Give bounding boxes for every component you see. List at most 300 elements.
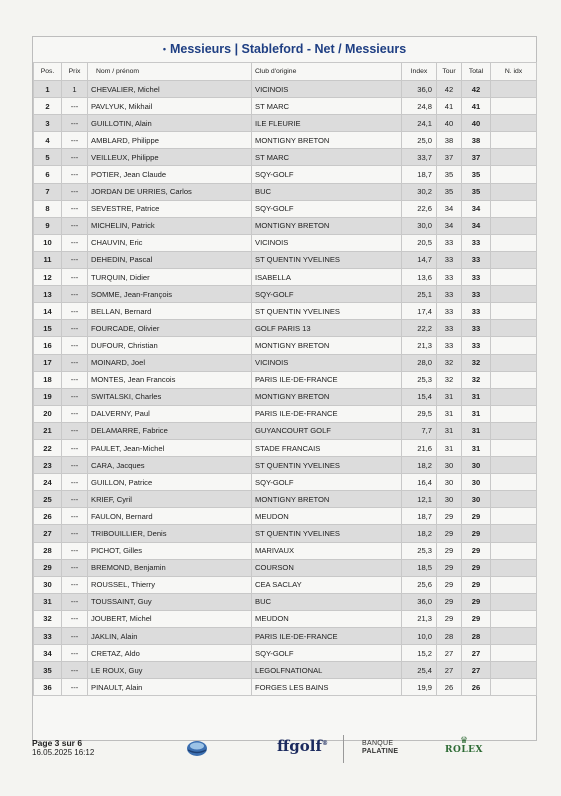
row-club: VICINOIS — [252, 81, 402, 98]
row-index: 15,4 — [402, 388, 437, 405]
row-nidx — [491, 628, 537, 645]
table-row — [34, 405, 537, 422]
table-row — [34, 525, 537, 542]
row-pos: 17 — [34, 354, 62, 371]
rolex-wordmark: ROLEX — [445, 745, 483, 755]
row-total: 33 — [462, 251, 491, 268]
row-pos: 19 — [34, 388, 62, 405]
row-pos: 24 — [34, 474, 62, 491]
col-pos-header: Pos. — [34, 63, 62, 81]
row-club: MEUDON — [252, 508, 402, 525]
row-total: 37 — [462, 149, 491, 166]
row-tour: 29 — [437, 542, 462, 559]
row-tour: 27 — [437, 645, 462, 662]
row-tour: 41 — [437, 98, 462, 115]
row-name: SEVESTRE, Patrice — [88, 200, 252, 217]
row-tour: 26 — [437, 679, 462, 696]
row-prix: --- — [62, 542, 88, 559]
row-total: 27 — [462, 662, 491, 679]
row-club: STADE FRANCAIS — [252, 439, 402, 456]
table-row — [34, 132, 537, 149]
competition-title: • Messieurs | Stableford - Net / Messieurs — [162, 42, 407, 56]
row-total: 31 — [462, 388, 491, 405]
row-pos: 20 — [34, 405, 62, 422]
row-total: 31 — [462, 405, 491, 422]
row-pos: 10 — [34, 234, 62, 251]
row-nidx — [491, 337, 537, 354]
table-row — [34, 457, 537, 474]
row-index: 13,6 — [402, 269, 437, 286]
row-name: POTIER, Jean Claude — [88, 166, 252, 183]
row-pos: 28 — [34, 542, 62, 559]
row-prix: --- — [62, 320, 88, 337]
row-prix: --- — [62, 269, 88, 286]
row-tour: 31 — [437, 439, 462, 456]
row-prix: --- — [62, 234, 88, 251]
row-total: 26 — [462, 679, 491, 696]
row-index: 22,6 — [402, 200, 437, 217]
row-club: MONTIGNY BRETON — [252, 337, 402, 354]
row-total: 34 — [462, 217, 491, 234]
footer-separator — [343, 735, 344, 763]
row-index: 18,2 — [402, 457, 437, 474]
row-name: PICHOT, Gilles — [88, 542, 252, 559]
row-index: 30,0 — [402, 217, 437, 234]
row-tour: 33 — [437, 269, 462, 286]
row-name: BREMOND, Benjamin — [88, 559, 252, 576]
row-pos: 25 — [34, 491, 62, 508]
row-nidx — [491, 149, 537, 166]
row-club: GOLF PARIS 13 — [252, 320, 402, 337]
row-prix: --- — [62, 149, 88, 166]
row-tour: 35 — [437, 183, 462, 200]
row-pos: 7 — [34, 183, 62, 200]
row-total: 29 — [462, 525, 491, 542]
row-prix: --- — [62, 217, 88, 234]
row-club: SQY-GOLF — [252, 286, 402, 303]
crown-icon: ♛ — [459, 735, 469, 745]
row-tour: 29 — [437, 610, 462, 627]
col-nidx-header: N. idx — [491, 63, 537, 81]
row-club: SQY-GOLF — [252, 645, 402, 662]
row-pos: 29 — [34, 559, 62, 576]
table-header-row — [34, 63, 537, 81]
row-tour: 33 — [437, 303, 462, 320]
row-nidx — [491, 183, 537, 200]
row-pos: 22 — [34, 439, 62, 456]
col-prix-header: Prix — [62, 63, 88, 81]
banque-line2: PALATINE — [362, 748, 399, 755]
table-row — [34, 628, 537, 645]
row-name: TOUSSAINT, Guy — [88, 593, 252, 610]
page-footer — [32, 738, 94, 758]
row-prix: --- — [62, 371, 88, 388]
row-name: VEILLEUX, Philippe — [88, 149, 252, 166]
table-row — [34, 98, 537, 115]
row-prix: --- — [62, 422, 88, 439]
row-nidx — [491, 320, 537, 337]
row-index: 28,0 — [402, 354, 437, 371]
row-pos: 8 — [34, 200, 62, 217]
row-nidx — [491, 474, 537, 491]
row-club: BUC — [252, 593, 402, 610]
row-total: 32 — [462, 371, 491, 388]
row-name: FOURCADE, Olivier — [88, 320, 252, 337]
row-nidx — [491, 388, 537, 405]
row-prix: --- — [62, 200, 88, 217]
row-tour: 33 — [437, 320, 462, 337]
row-club: ST MARC — [252, 98, 402, 115]
row-club: GUYANCOURT GOLF — [252, 422, 402, 439]
row-tour: 35 — [437, 166, 462, 183]
table-row — [34, 234, 537, 251]
row-total: 33 — [462, 303, 491, 320]
row-total: 27 — [462, 645, 491, 662]
row-name: JAKLIN, Alain — [88, 628, 252, 645]
row-tour: 34 — [437, 217, 462, 234]
row-pos: 15 — [34, 320, 62, 337]
row-prix: --- — [62, 439, 88, 456]
row-nidx — [491, 542, 537, 559]
row-nidx — [491, 422, 537, 439]
competition-title-text: Messieurs | Stableford - Net / Messieurs — [169, 42, 407, 56]
row-total: 33 — [462, 286, 491, 303]
table-row — [34, 559, 537, 576]
row-index: 14,7 — [402, 251, 437, 268]
row-total: 33 — [462, 320, 491, 337]
row-tour: 34 — [437, 200, 462, 217]
row-tour: 27 — [437, 662, 462, 679]
row-total: 34 — [462, 200, 491, 217]
print-datetime: 16.05.2025 16:12 — [32, 748, 95, 757]
col-tour-header: Tour — [437, 63, 462, 81]
row-tour: 29 — [437, 593, 462, 610]
row-club: ISABELLA — [252, 269, 402, 286]
row-index: 36,0 — [402, 81, 437, 98]
row-total: 30 — [462, 457, 491, 474]
row-name: PAULET, Jean-Michel — [88, 439, 252, 456]
row-pos: 16 — [34, 337, 62, 354]
table-row — [34, 491, 537, 508]
row-pos: 33 — [34, 628, 62, 645]
table-row — [34, 217, 537, 234]
row-name: ROUSSEL, Thierry — [88, 576, 252, 593]
ffgolf-logo: ffgolf® — [277, 737, 328, 755]
row-club: ILE FLEURIE — [252, 115, 402, 132]
row-name: SOMME, Jean-François — [88, 286, 252, 303]
row-index: 24,1 — [402, 115, 437, 132]
row-name: CRETAZ, Aldo — [88, 645, 252, 662]
row-total: 32 — [462, 354, 491, 371]
table-row — [34, 576, 537, 593]
row-prix: --- — [62, 576, 88, 593]
row-nidx — [491, 132, 537, 149]
row-tour: 30 — [437, 474, 462, 491]
row-index: 33,7 — [402, 149, 437, 166]
table-row — [34, 286, 537, 303]
table-row — [34, 149, 537, 166]
row-club: SQY-GOLF — [252, 200, 402, 217]
row-index: 30,2 — [402, 183, 437, 200]
row-prix: --- — [62, 354, 88, 371]
row-index: 18,7 — [402, 166, 437, 183]
row-total: 29 — [462, 593, 491, 610]
col-name-header: Nom / prénom — [88, 63, 252, 81]
row-nidx — [491, 234, 537, 251]
row-total: 31 — [462, 439, 491, 456]
row-club: PARIS ILE-DE-FRANCE — [252, 628, 402, 645]
row-name: SWITALSKI, Charles — [88, 388, 252, 405]
row-total: 38 — [462, 132, 491, 149]
row-index: 21,3 — [402, 337, 437, 354]
row-club: VICINOIS — [252, 354, 402, 371]
row-club: SQY-GOLF — [252, 474, 402, 491]
row-prix: --- — [62, 593, 88, 610]
row-club: MONTIGNY BRETON — [252, 132, 402, 149]
row-index: 19,9 — [402, 679, 437, 696]
row-index: 18,5 — [402, 559, 437, 576]
row-tour: 32 — [437, 371, 462, 388]
row-prix: --- — [62, 405, 88, 422]
results-table — [33, 62, 537, 696]
row-name: CHAUVIN, Eric — [88, 234, 252, 251]
row-prix: --- — [62, 457, 88, 474]
row-club: PARIS ILE-DE-FRANCE — [252, 405, 402, 422]
row-name: AMBLARD, Philippe — [88, 132, 252, 149]
row-name: MOINARD, Joel — [88, 354, 252, 371]
row-name: BELLAN, Bernard — [88, 303, 252, 320]
row-tour: 31 — [437, 388, 462, 405]
row-pos: 23 — [34, 457, 62, 474]
row-prix: --- — [62, 132, 88, 149]
row-tour: 33 — [437, 286, 462, 303]
row-tour: 29 — [437, 525, 462, 542]
rolex-logo — [444, 736, 484, 755]
row-club: MONTIGNY BRETON — [252, 491, 402, 508]
table-row — [34, 337, 537, 354]
row-pos: 13 — [34, 286, 62, 303]
row-index: 25,3 — [402, 371, 437, 388]
table-row — [34, 679, 537, 696]
row-prix: --- — [62, 474, 88, 491]
table-row — [34, 81, 537, 98]
table-row — [34, 610, 537, 627]
row-tour: 42 — [437, 81, 462, 98]
row-pos: 36 — [34, 679, 62, 696]
row-name: GUILLOTIN, Alain — [88, 115, 252, 132]
row-name: PINAULT, Alain — [88, 679, 252, 696]
table-row — [34, 371, 537, 388]
row-tour: 32 — [437, 354, 462, 371]
ffgolf-logo-text: ffgolf — [277, 737, 322, 755]
row-pos: 31 — [34, 593, 62, 610]
row-prix: --- — [62, 286, 88, 303]
row-index: 36,0 — [402, 593, 437, 610]
row-prix: 1 — [62, 81, 88, 98]
row-prix: --- — [62, 525, 88, 542]
row-tour: 29 — [437, 508, 462, 525]
results-sheet — [32, 36, 537, 741]
table-row — [34, 542, 537, 559]
row-tour: 38 — [437, 132, 462, 149]
row-nidx — [491, 217, 537, 234]
row-nidx — [491, 166, 537, 183]
row-club: BUC — [252, 183, 402, 200]
row-index: 20,5 — [402, 234, 437, 251]
row-nidx — [491, 457, 537, 474]
col-total-header: Total — [462, 63, 491, 81]
row-nidx — [491, 354, 537, 371]
row-name: CHEVALIER, Michel — [88, 81, 252, 98]
row-club: MEUDON — [252, 610, 402, 627]
row-index: 18,7 — [402, 508, 437, 525]
row-prix: --- — [62, 491, 88, 508]
row-nidx — [491, 371, 537, 388]
table-row — [34, 662, 537, 679]
row-total: 35 — [462, 166, 491, 183]
row-nidx — [491, 439, 537, 456]
table-row — [34, 269, 537, 286]
table-row — [34, 439, 537, 456]
row-prix: --- — [62, 559, 88, 576]
row-nidx — [491, 576, 537, 593]
row-nidx — [491, 303, 537, 320]
row-index: 21,3 — [402, 610, 437, 627]
row-nidx — [491, 508, 537, 525]
table-row — [34, 593, 537, 610]
table-row — [34, 474, 537, 491]
row-index: 22,2 — [402, 320, 437, 337]
row-pos: 32 — [34, 610, 62, 627]
row-index: 29,5 — [402, 405, 437, 422]
row-total: 29 — [462, 610, 491, 627]
table-row — [34, 320, 537, 337]
row-name: JOUBERT, Michel — [88, 610, 252, 627]
table-row — [34, 200, 537, 217]
table-row — [34, 115, 537, 132]
row-name: PAVLYUK, Mikhail — [88, 98, 252, 115]
row-pos: 11 — [34, 251, 62, 268]
row-club: VICINOIS — [252, 234, 402, 251]
row-total: 29 — [462, 542, 491, 559]
row-total: 29 — [462, 508, 491, 525]
row-index: 7,7 — [402, 422, 437, 439]
row-club: PARIS ILE-DE-FRANCE — [252, 371, 402, 388]
club-emblem-icon — [186, 740, 208, 757]
row-prix: --- — [62, 662, 88, 679]
row-tour: 33 — [437, 234, 462, 251]
row-index: 21,6 — [402, 439, 437, 456]
row-total: 33 — [462, 337, 491, 354]
row-nidx — [491, 405, 537, 422]
table-row — [34, 183, 537, 200]
row-pos: 5 — [34, 149, 62, 166]
table-row — [34, 508, 537, 525]
row-total: 35 — [462, 183, 491, 200]
row-club: FORGES LES BAINS — [252, 679, 402, 696]
row-pos: 21 — [34, 422, 62, 439]
row-tour: 29 — [437, 559, 462, 576]
row-prix: --- — [62, 183, 88, 200]
banque-line1: BANQUE — [362, 740, 394, 747]
row-pos: 14 — [34, 303, 62, 320]
row-club: CEA SACLAY — [252, 576, 402, 593]
row-name: CARA, Jacques — [88, 457, 252, 474]
row-total: 33 — [462, 269, 491, 286]
row-nidx — [491, 679, 537, 696]
row-pos: 12 — [34, 269, 62, 286]
row-pos: 6 — [34, 166, 62, 183]
row-tour: 28 — [437, 628, 462, 645]
row-nidx — [491, 525, 537, 542]
row-pos: 18 — [34, 371, 62, 388]
row-prix: --- — [62, 645, 88, 662]
row-club: ST QUENTIN YVELINES — [252, 525, 402, 542]
row-total: 40 — [462, 115, 491, 132]
row-total: 29 — [462, 559, 491, 576]
row-index: 12,1 — [402, 491, 437, 508]
row-name: TURQUIN, Didier — [88, 269, 252, 286]
row-club: ST QUENTIN YVELINES — [252, 303, 402, 320]
row-club: SQY-GOLF — [252, 166, 402, 183]
row-club: ST QUENTIN YVELINES — [252, 251, 402, 268]
row-prix: --- — [62, 303, 88, 320]
table-row — [34, 422, 537, 439]
row-index: 10,0 — [402, 628, 437, 645]
row-club: COURSON — [252, 559, 402, 576]
row-tour: 31 — [437, 405, 462, 422]
row-tour: 31 — [437, 422, 462, 439]
row-prix: --- — [62, 166, 88, 183]
col-club-header: Club d'origine — [252, 63, 402, 81]
row-pos: 9 — [34, 217, 62, 234]
row-name: MONTES, Jean Francois — [88, 371, 252, 388]
row-name: DEHEDIN, Pascal — [88, 251, 252, 268]
row-club: LEGOLFNATIONAL — [252, 662, 402, 679]
row-prix: --- — [62, 388, 88, 405]
table-row — [34, 251, 537, 268]
row-name: GUILLON, Patrice — [88, 474, 252, 491]
table-row — [34, 303, 537, 320]
row-prix: --- — [62, 251, 88, 268]
row-prix: --- — [62, 628, 88, 645]
row-nidx — [491, 610, 537, 627]
row-nidx — [491, 559, 537, 576]
row-prix: --- — [62, 115, 88, 132]
row-nidx — [491, 593, 537, 610]
page-number: Page 3 sur 6 — [32, 738, 83, 748]
row-nidx — [491, 251, 537, 268]
row-nidx — [491, 286, 537, 303]
results-body — [34, 81, 537, 696]
row-nidx — [491, 645, 537, 662]
row-total: 33 — [462, 234, 491, 251]
row-club: ST QUENTIN YVELINES — [252, 457, 402, 474]
row-total: 42 — [462, 81, 491, 98]
row-pos: 30 — [34, 576, 62, 593]
row-name: DALVERNY, Paul — [88, 405, 252, 422]
row-pos: 35 — [34, 662, 62, 679]
row-pos: 27 — [34, 525, 62, 542]
row-nidx — [491, 269, 537, 286]
row-pos: 26 — [34, 508, 62, 525]
row-nidx — [491, 98, 537, 115]
row-pos: 34 — [34, 645, 62, 662]
row-tour: 33 — [437, 251, 462, 268]
row-pos: 3 — [34, 115, 62, 132]
table-row — [34, 645, 537, 662]
row-index: 18,2 — [402, 525, 437, 542]
